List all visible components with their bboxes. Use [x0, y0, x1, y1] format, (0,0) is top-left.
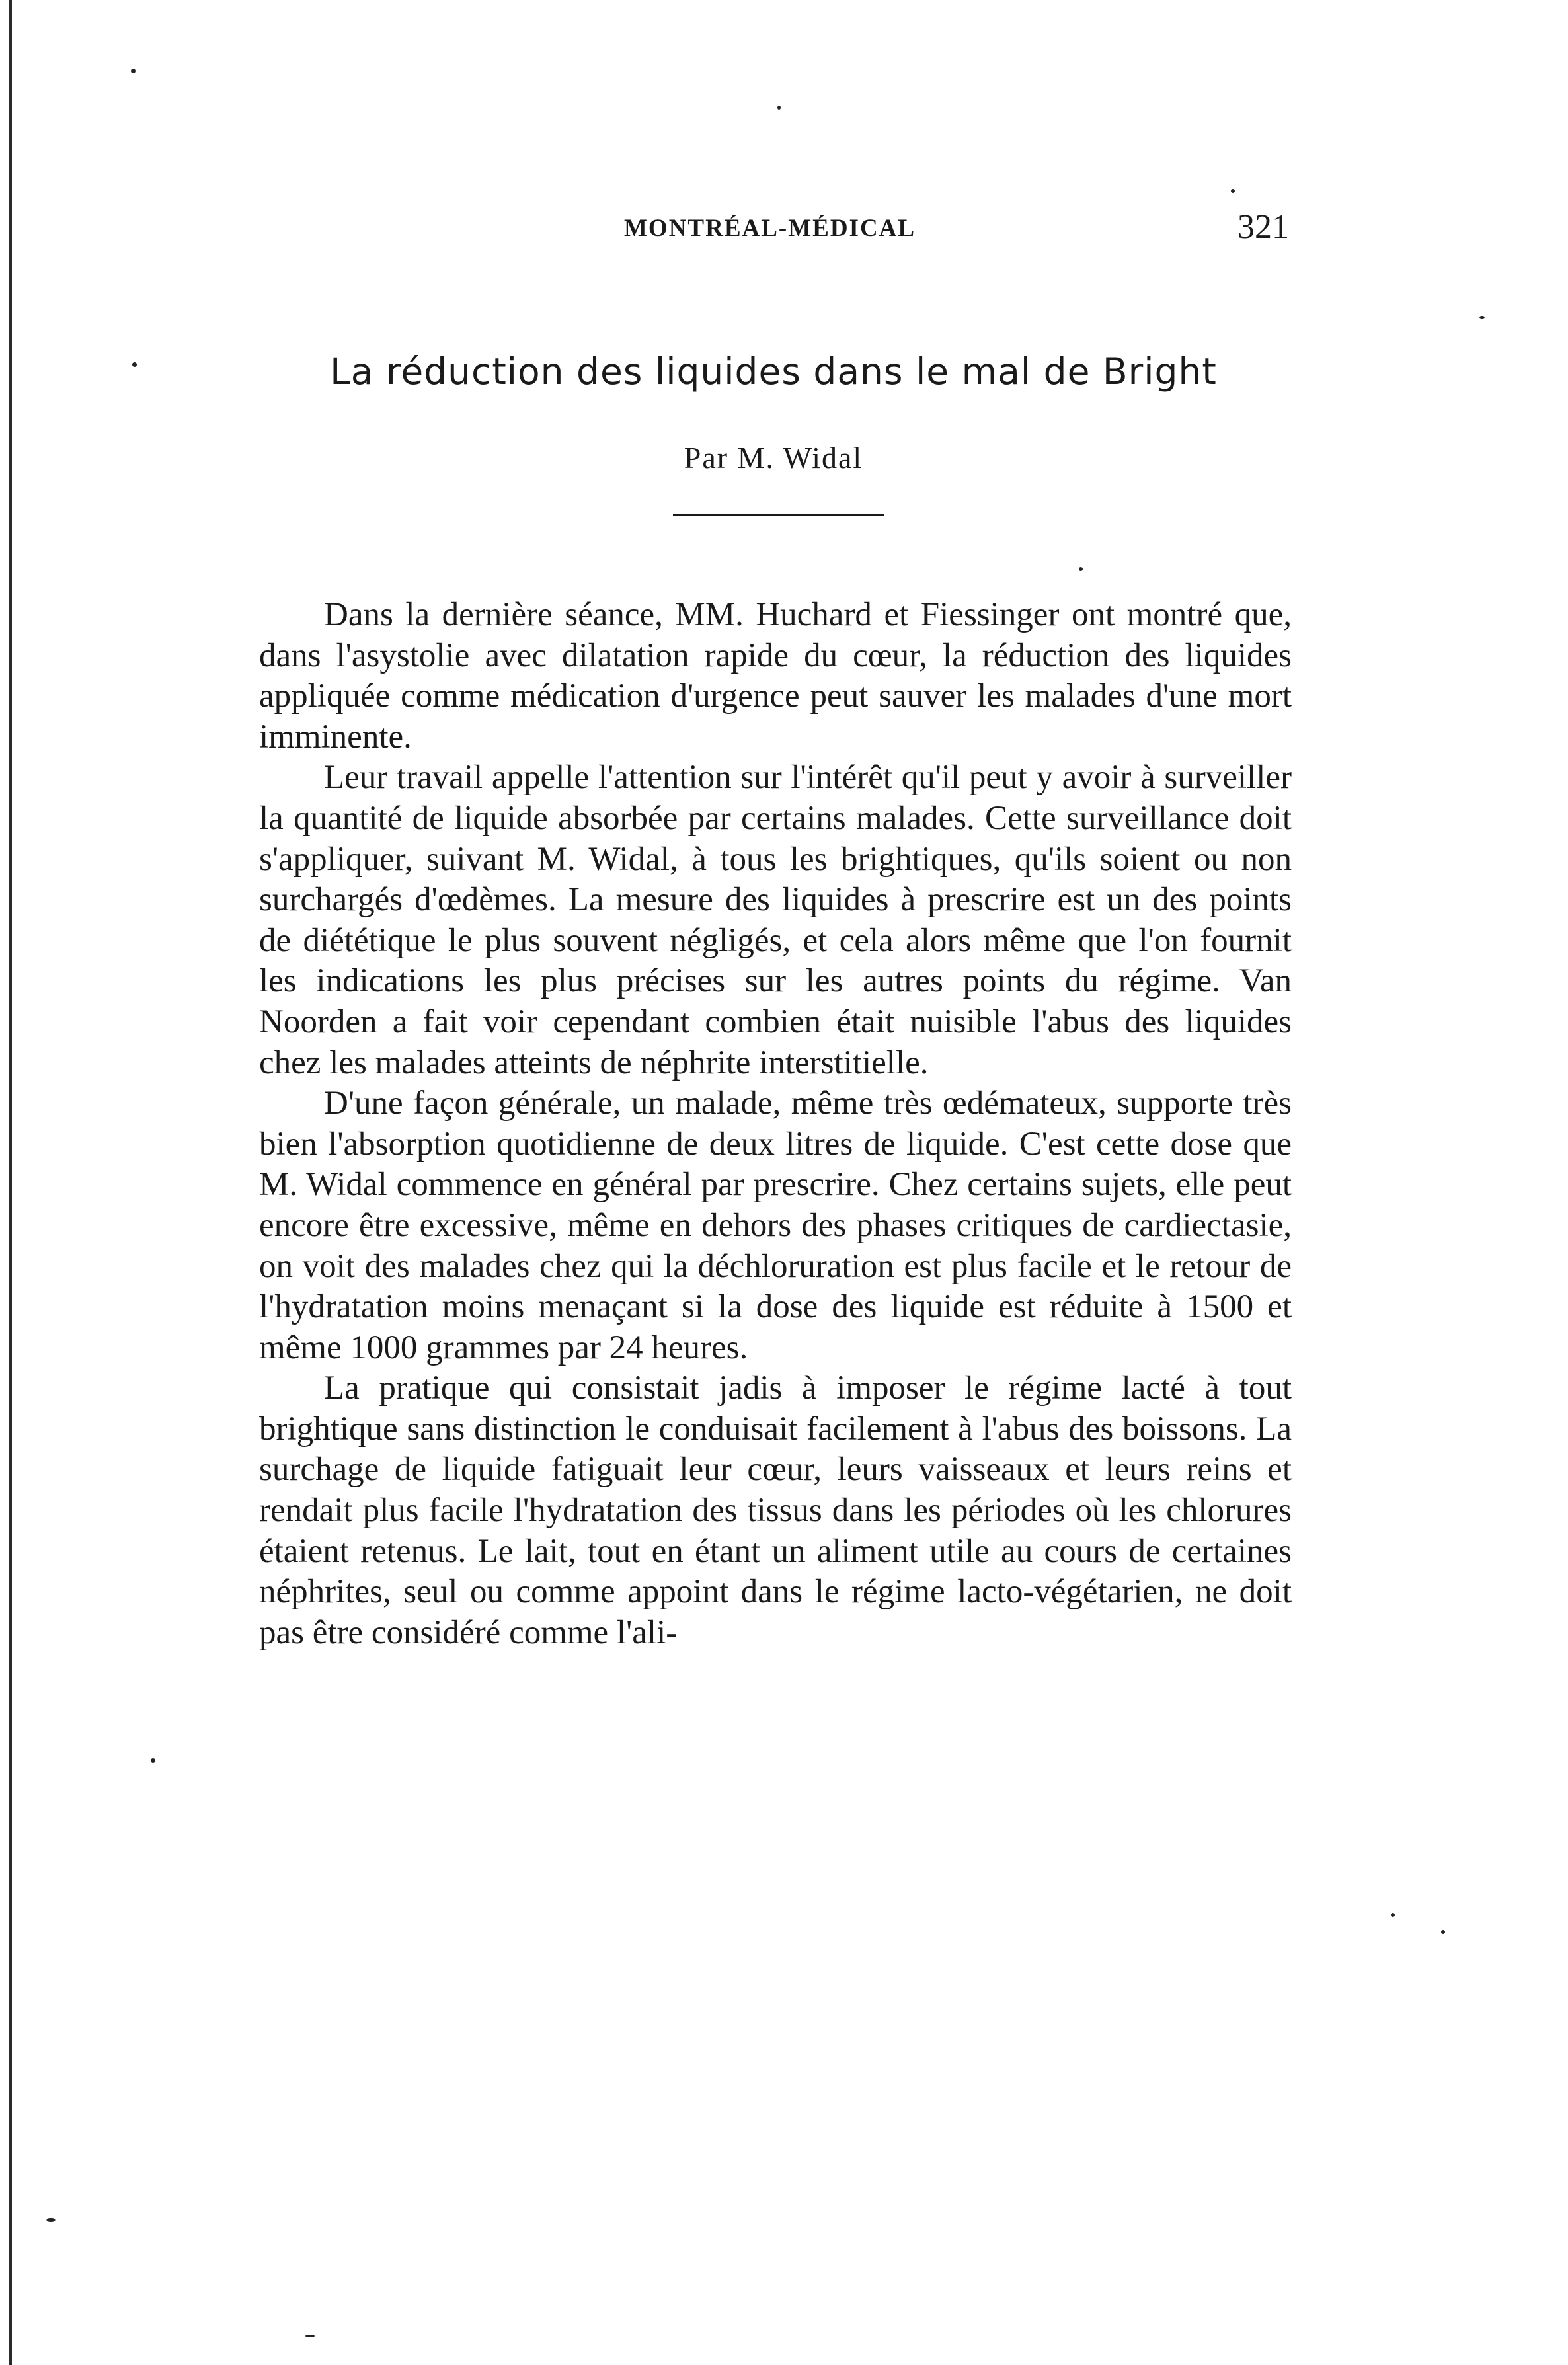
article-title: La réduction des liquides dans le mal de Bright	[330, 350, 1217, 393]
scan-speck	[1391, 1913, 1395, 1917]
scan-speck	[305, 2335, 315, 2337]
body-paragraph: D'une façon générale, un malade, même très œdémateux, supporte très bien l'absorption quotidienne de deux litres de liquide. C'est cette dose que M. Widal commence en général par prescrire. Chez certains sujets, elle peut encore être excessive, même en dehors des phases critiques de cardiectasie, on voit des malades chez qui la déchloruration est plus facile et le retour de l'hydratation moins menaçant si la dose des liquide est réduite à 1500 et même 1000 grammes par 24 heures.	[259, 1085, 1292, 1366]
scan-speck	[1479, 316, 1485, 319]
body-paragraph: Dans la dernière séance, MM. Huchard et Fiessinger ont montré que, dans l'asystolie avec dilatation rapide du cœur, la réduction des liquides appliquée comme médication d'urgence peut sauver les malades d'une mort imminente.	[259, 596, 1292, 756]
scan-speck	[132, 362, 137, 367]
journal-name: MONTRÉAL-MÉDICAL	[624, 215, 916, 242]
scan-speck	[151, 1758, 155, 1763]
running-head	[258, 210, 1289, 250]
title-rule	[673, 514, 884, 516]
body-paragraph: Leur travail appelle l'attention sur l'intérêt qu'il peut y avoir à surveiller la quantité de liquide absorbée par certains malades. Cette surveillance doit s'appliquer, suivant M. Widal, à tous les brightiques, qu'ils soient ou non surchargés d'œdèmes. La mesure des liquides à prescrire est un des points de diététique le plus souvent négligés, et cela alors même que l'on fournit les indications les plus précises sur les autres points du régime. Van Noorden a fait voir cependant combien était nuisible l'abus des liquides chez les malades atteints de néphrite interstitielle.	[259, 759, 1292, 1081]
scan-speck	[1079, 567, 1083, 571]
scan-speck	[1231, 189, 1235, 193]
page-number: 321	[1237, 208, 1289, 246]
body-paragraph: La pratique qui consistait jadis à imposer le régime lacté à tout brightique sans distinction le conduisait facilement à l'abus des boissons. La surchage de liquide fatiguait leur cœur, leurs vaisseaux et leurs reins et rendait plus facile l'hydratation des tissus dans les périodes où les chlorures étaient retenus. Le lait, tout en étant un aliment utile au cours de certaines néphrites, seul ou comme appoint dans le régime lacto-végétarien, ne doit pas être considéré comme l'ali-	[259, 1370, 1292, 1651]
scan-speck	[1441, 1930, 1445, 1934]
page-edge-line	[9, 0, 12, 2365]
article-body	[259, 595, 1292, 1653]
scan-speck	[777, 106, 781, 110]
scan-speck	[131, 69, 136, 73]
article-byline: Par M. Widal	[684, 441, 863, 475]
scan-speck	[46, 2218, 56, 2222]
